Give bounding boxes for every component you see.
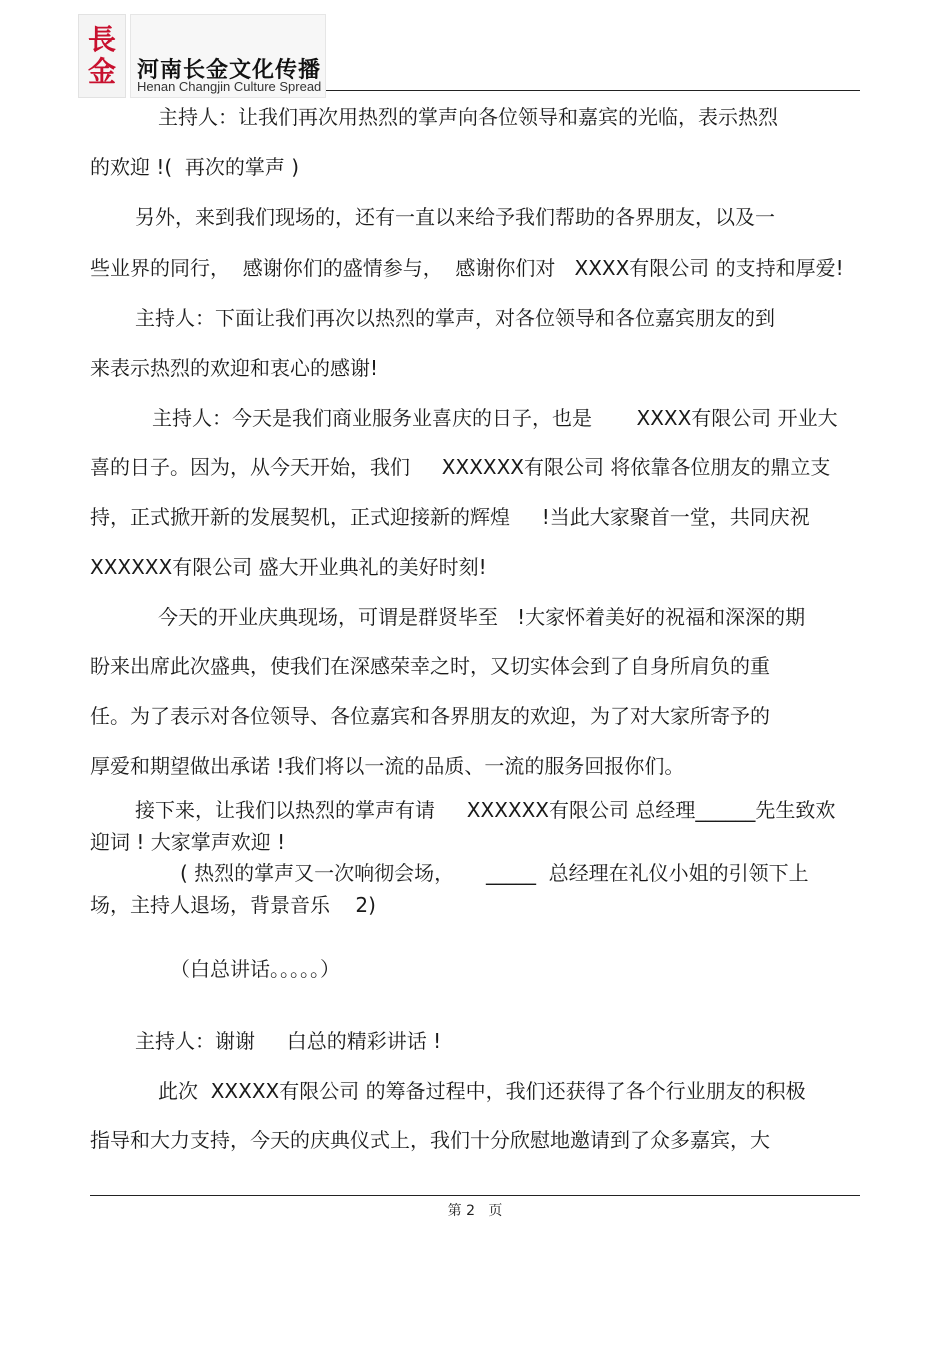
text-line: 任。为了表示对各位领导、各位嘉宾和各界朋友的欢迎，为了对大家所寄予的 xyxy=(90,704,770,728)
text-line: 今天的开业庆典现场，可谓是群贤毕至 !大家怀着美好的祝福和深深的期 xyxy=(158,605,806,629)
logo-char-1: 長 xyxy=(87,23,116,56)
text-line: 主持人：今天是我们商业服务业喜庆的日子，也是 XXXX有限公司 开业大 xyxy=(152,406,838,430)
text-line: 迎词 ! 大家掌声欢迎 ! xyxy=(90,830,286,854)
footer-divider xyxy=(90,1195,860,1196)
text-line: （白总讲话。。。。。） xyxy=(170,957,340,981)
text-line: 盼来出席此次盛典，使我们在深感荣幸之时，又切实体会到了自身所肩负的重 xyxy=(90,654,770,678)
text-line: 另外，来到我们现场的，还有一直以来给予我们帮助的各界朋友，以及一 xyxy=(135,205,775,229)
text-line: 持，正式掀开新的发展契机，正式迎接新的辉煌 !当此大家聚首一堂，共同庆祝 xyxy=(90,505,810,529)
text-line: 来表示热烈的欢迎和衷心的感谢! xyxy=(90,356,379,380)
logo-mark xyxy=(78,14,126,98)
text-line: 喜的日子。因为，从今天开始，我们 XXXXXX有限公司 将依靠各位朋友的鼎立支 xyxy=(90,455,831,479)
text-line: XXXXXX有限公司 盛大开业典礼的美好时刻! xyxy=(90,555,487,579)
text-line: ( 热烈的掌声又一次响彻会场， _____ 总经理在礼仪小姐的引领下上 xyxy=(180,861,809,885)
text-line: 主持人：下面让我们再次以热烈的掌声，对各位领导和各位嘉宾朋友的到 xyxy=(135,306,775,330)
text-line: 的欢迎 !( 再次的掌声 ) xyxy=(90,155,300,179)
header-divider xyxy=(326,90,860,91)
company-name-en: Henan Changjin Culture Spread xyxy=(137,79,322,94)
text-line: 接下来，让我们以热烈的掌声有请 XXXXXX有限公司 总经理______先生致欢 xyxy=(135,798,836,822)
text-line: 场，主持人退场，背景音乐 2) xyxy=(90,893,376,917)
text-line: 主持人：让我们再次用热烈的掌声向各位领导和嘉宾的光临，表示热烈 xyxy=(158,105,778,129)
company-name-cn: 河南长金文化传播 xyxy=(137,57,322,83)
header-logo xyxy=(78,14,328,98)
logo-text-block xyxy=(130,14,326,98)
text-line: 指导和大力支持，今天的庆典仪式上，我们十分欣慰地邀请到了众多嘉宾，大 xyxy=(90,1128,770,1152)
text-line: 此次 XXXXX有限公司 的筹备过程中，我们还获得了各个行业朋友的积极 xyxy=(158,1079,806,1103)
logo-char-2: 金 xyxy=(87,55,116,88)
page-number: 第 2 页 xyxy=(447,1203,503,1219)
text-line: 厚爱和期望做出承诺 !我们将以一流的品质、一流的服务回报你们。 xyxy=(90,754,685,778)
text-line: 些业界的同行， 感谢你们的盛情参与， 感谢你们对 XXXX有限公司 的支持和厚爱! xyxy=(90,256,844,280)
text-line: 主持人：谢谢 白总的精彩讲话 ! xyxy=(135,1029,442,1053)
